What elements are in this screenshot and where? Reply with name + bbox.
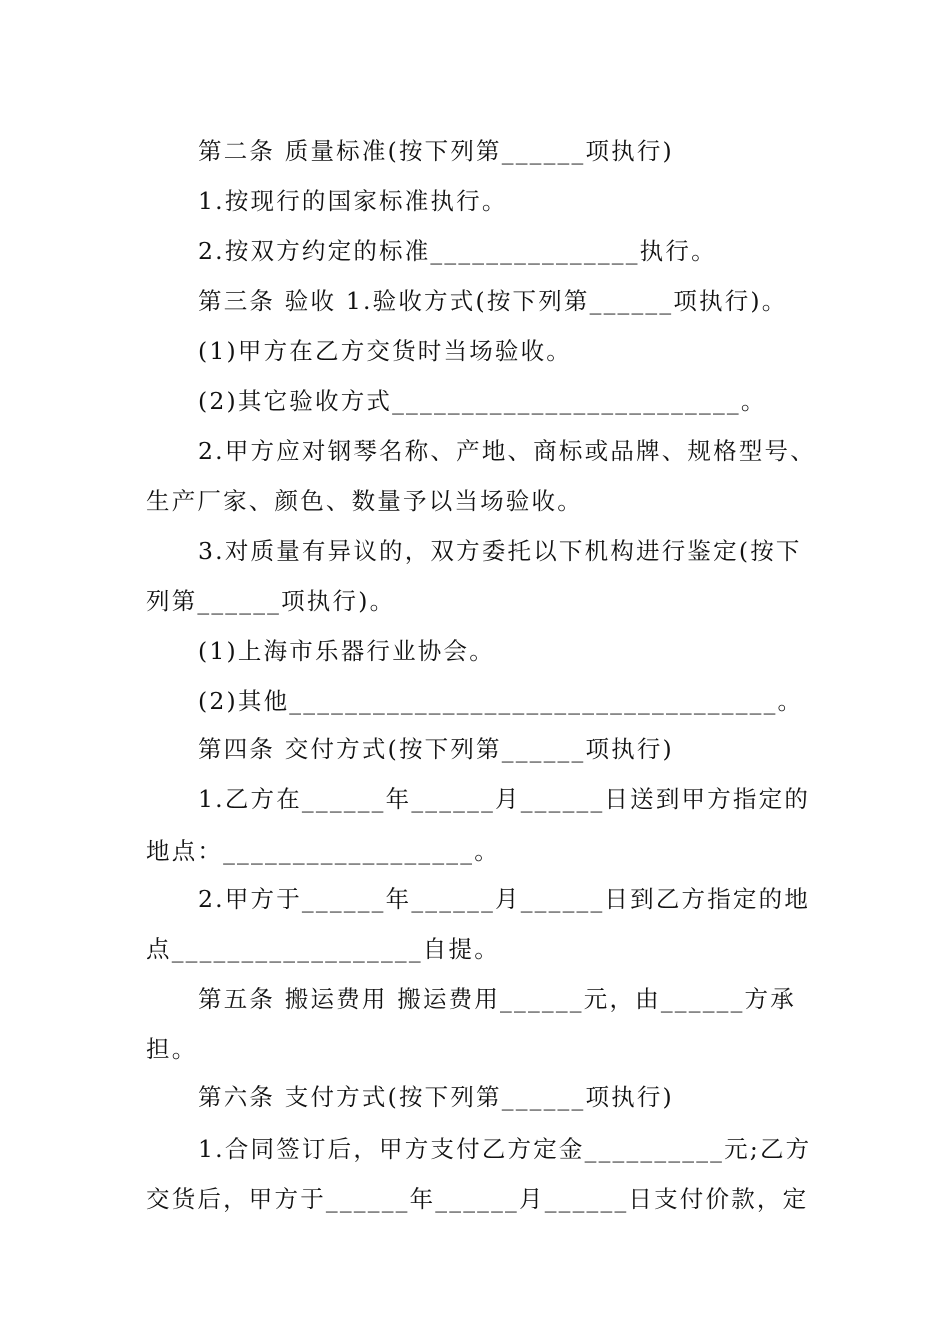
article-4-heading: 第四条 交付方式(按下列第______项执行) (198, 735, 674, 763)
article-3-item-3-line-1: 3.对质量有异议的，双方委托以下机构进行鉴定(按下 (198, 537, 802, 565)
article-3-item-2-line-2: 生产厂家、颜色、数量予以当场验收。 (146, 487, 583, 515)
article-5-line-2: 担。 (146, 1035, 198, 1063)
article-3-appraisal-option-2: (2)其他___________________________________。 (198, 687, 804, 715)
article-3-item-2-line-1: 2.甲方应对钢琴名称、产地、商标或品牌、规格型号、 (198, 437, 816, 465)
article-2-item-2: 2.按双方约定的标准_______________执行。 (198, 237, 717, 265)
article-2-heading: 第二条 质量标准(按下列第______项执行) (198, 137, 674, 165)
article-6-item-1-line-2: 交货后，甲方于______年______月______日支付价款，定 (146, 1185, 809, 1213)
article-3-heading: 第三条 验收 1.验收方式(按下列第______项执行)。 (198, 287, 788, 315)
article-4-item-1-line-1: 1.乙方在______年______月______日送到甲方指定的 (198, 785, 811, 813)
article-6-item-1-line-1: 1.合同签订后，甲方支付乙方定金__________元;乙方 (198, 1135, 812, 1163)
article-3-option-1: (1)甲方在乙方交货时当场验收。 (198, 337, 572, 365)
article-4-item-2-line-1: 2.甲方于______年______月______日到乙方指定的地 (198, 885, 811, 913)
article-4-item-2-line-2: 点__________________自提。 (146, 935, 500, 963)
article-3-option-2: (2)其它验收方式_________________________。 (198, 387, 767, 415)
article-3-item-3-line-2: 列第______项执行)。 (146, 587, 396, 615)
article-6-heading: 第六条 支付方式(按下列第______项执行) (198, 1083, 674, 1111)
article-5-line-1: 第五条 搬运费用 搬运费用______元，由______方承 (198, 985, 796, 1013)
article-2-item-1: 1.按现行的国家标准执行。 (198, 187, 508, 215)
article-4-item-1-line-2: 地点：__________________。 (146, 837, 500, 865)
article-3-appraisal-option-1: (1)上海市乐器行业协会。 (198, 637, 495, 665)
